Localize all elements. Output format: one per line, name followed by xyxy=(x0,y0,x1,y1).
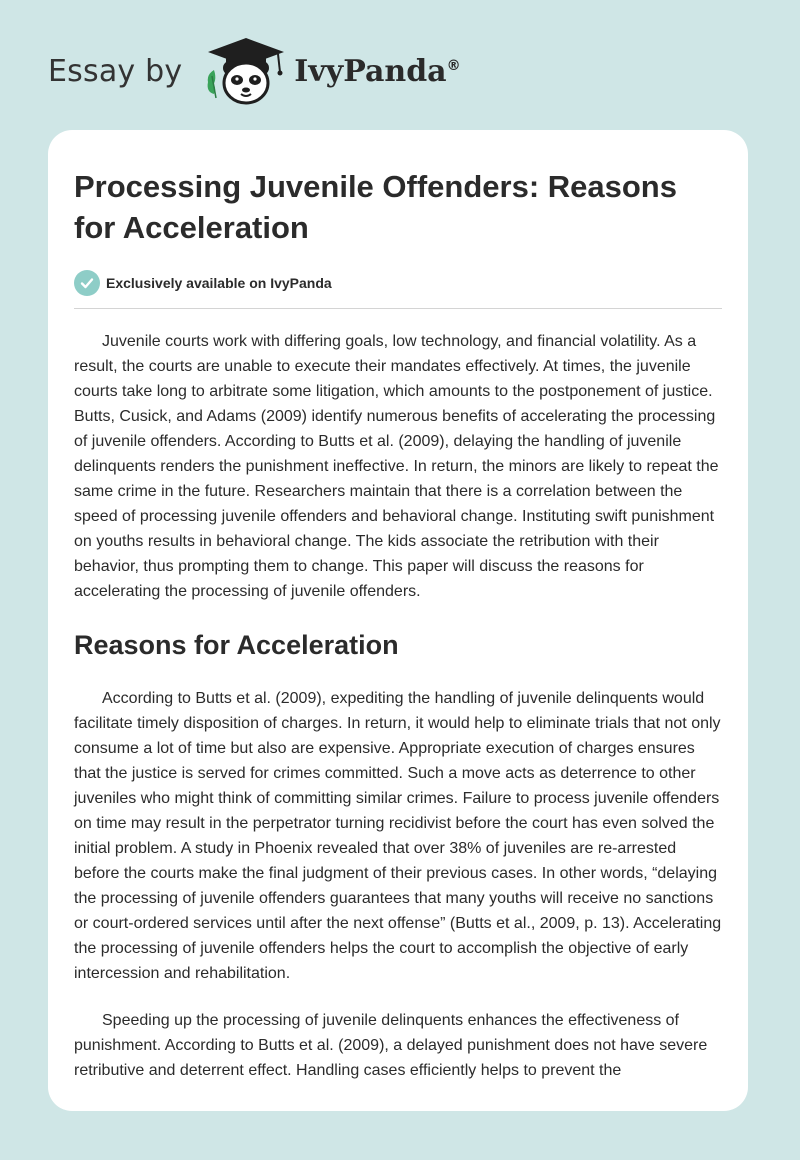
check-icon xyxy=(74,270,100,296)
brand-name: IvyPanda® xyxy=(294,53,461,89)
panda-graduate-logo-icon xyxy=(200,36,292,106)
article-title: Processing Juvenile Offenders: Reasons for Acceleration xyxy=(74,169,677,245)
exclusive-badge xyxy=(74,270,722,296)
article-card xyxy=(48,130,748,1111)
essay-by-label: Essay by xyxy=(48,53,183,89)
registered-mark: ® xyxy=(446,57,461,74)
exclusive-badge-label: Exclusively available on IvyPanda xyxy=(106,275,332,291)
section-heading: Reasons for Acceleration xyxy=(74,630,399,660)
intro-paragraph: Juvenile courts work with differing goals, low technology, and financial volatility. As a result, the courts are unable to execute their mandates effectively. At times, the juvenile courts take long to arbitrate some litigation, which amounts to the postponement of justice. Butts, Cusick, and Adams (2009) identify numerous benefits of accelerating the processing of juvenile offenders. According to Butts et al. (2009), delaying the handling of juvenile delinquents renders the punishment ineffective. In return, the minors are likely to repeat the same crime in the future. Researchers maintain that there is a correlation between the speed of processing juvenile offenders and behavioral change. Instituting swift punishment on youths results in behavioral change. The kids associate the retribution with their behavior, thus prompting them to change. This paper will discuss the reasons for accelerating the processing of juvenile offenders. xyxy=(74,333,719,600)
site-header-logo[interactable] xyxy=(48,36,461,106)
section-paragraph: According to Butts et al. (2009), expediting the handling of juvenile delinquents would facilitate timely disposition of charges. In return, it would help to eliminate trials that not only consume a lot of time but also are expensive. Appropriate execution of charges ensures that the justice is served for crimes committed. Such a move acts as deterrence to other juveniles who might think of committing similar crimes. Failure to process juvenile offenders on time may result in the perpetrator turning recidivist before the court has even solved the initial problem. A study in Phoenix revealed that over 38% of juveniles are re-arrested before the courts make the final judgment of their previous cases. In other words, “delaying the processing of juvenile offenders guarantees that many youths will receive no sanctions or court-ordered services until after the next offense” (Butts et al., 2009, p. 13). Accelerating the processing of juvenile offenders helps the court to accomplish the objective of early intercession and rehabilitation. xyxy=(74,690,722,982)
divider xyxy=(74,308,722,309)
section-paragraph: Speeding up the processing of juvenile delinquents enhances the effectiveness of punishment. According to Butts et al. (2009), a delayed punishment does not have severe retributive and deterrent effect. Handling cases efficiently helps to prevent the xyxy=(74,1012,708,1079)
